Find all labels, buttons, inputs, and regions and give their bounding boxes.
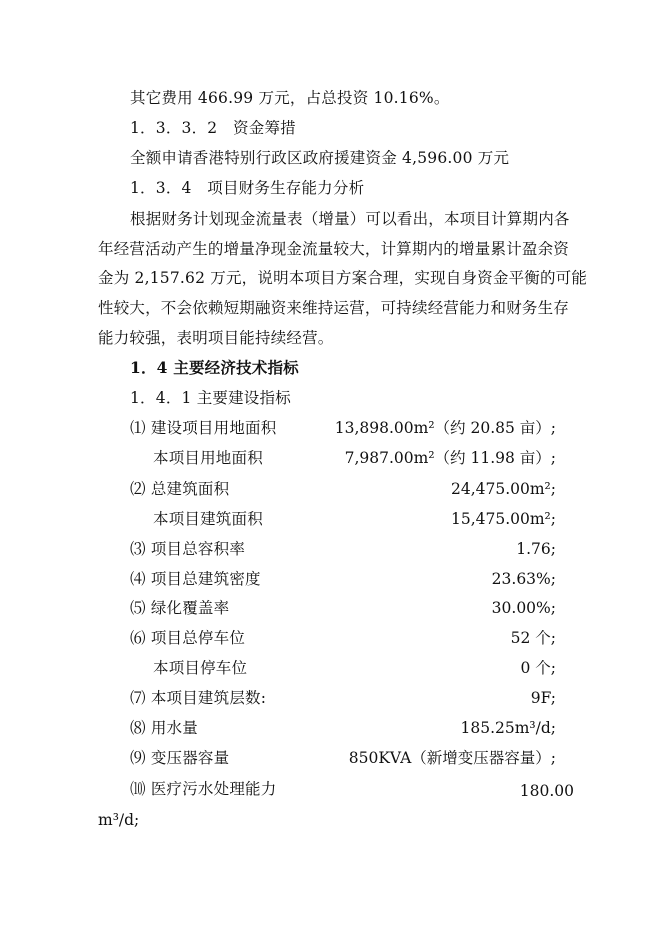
indicator-value: 0 个; xyxy=(520,659,556,677)
indicator-value: 9F; xyxy=(530,689,556,707)
heading-1-4: 1．4 主要经济技术指标 xyxy=(130,358,299,377)
indicator-label: ⑼ 变压器容量 xyxy=(130,749,230,767)
indicator-label: 本项目建筑面积 xyxy=(153,510,263,528)
indicator-label: ⑻ 用水量 xyxy=(130,719,198,737)
paragraph-line: 金为 2,157.62 万元，说明本项目方案合理，实现自身资金平衡的可能 xyxy=(98,269,588,287)
indicator-value: 850KVA（新增变压器容量）; xyxy=(348,749,556,767)
indicator-label: ⑹ 项目总停车位 xyxy=(130,629,246,647)
paragraph-line: 根据财务计划现金流量表（增量）可以看出，本项目计算期内各 xyxy=(130,210,570,228)
indicator-value: 52 个; xyxy=(510,629,556,647)
other-cost-line: 其它费用 466.99 万元，占总投资 10.16%。 xyxy=(130,89,450,107)
indicator-label: ⑴ 建设项目用地面积 xyxy=(130,419,277,437)
indicator-value: 13,898.00m²（约 20.85 亩）; xyxy=(334,419,556,437)
paragraph-line: 年经营活动产生的增量净现金流量较大，计算期内的增量累计盈余资 xyxy=(98,240,570,258)
indicator-label: 本项目停车位 xyxy=(153,659,248,677)
indicator-label: 本项目用地面积 xyxy=(153,449,263,467)
paragraph-line: 性较大，不会依赖短期融资来维持运营，可持续经营能力和财务生存 xyxy=(98,299,570,317)
indicator-label: ⑺ 本项目建筑层数: xyxy=(130,689,267,707)
indicator-value: 15,475.00m²; xyxy=(450,510,556,528)
indicator-value: 180.00 xyxy=(519,782,574,800)
continuation-unit: m³/d; xyxy=(98,811,140,829)
indicator-value: 23.63%; xyxy=(491,570,556,588)
indicator-value: 30.00%; xyxy=(491,599,556,617)
indicator-label: ⑵ 总建筑面积 xyxy=(130,480,230,498)
indicator-value: 185.25m³/d; xyxy=(460,719,556,737)
heading-1-3-3-2: 1．3．3．2 资金筹措 xyxy=(130,119,296,137)
indicator-label: ⑷ 项目总建筑密度 xyxy=(130,570,261,588)
indicator-value: 24,475.00m²; xyxy=(450,480,556,498)
indicator-label: ⑽ 医疗污水处理能力 xyxy=(130,780,277,798)
indicator-label: ⑶ 项目总容积率 xyxy=(130,540,246,558)
heading-1-3-4: 1．3．4 项目财务生存能力分析 xyxy=(130,179,365,197)
funding-line: 全额申请香港特别行政区政府援建资金 4,596.00 万元 xyxy=(130,149,510,167)
indicator-label: ⑸ 绿化覆盖率 xyxy=(130,599,230,617)
indicator-value: 7,987.00m²（约 11.98 亩）; xyxy=(344,449,556,467)
indicator-value: 1.76; xyxy=(516,540,556,558)
heading-1-4-1: 1．4．1 主要建设指标 xyxy=(130,389,291,407)
paragraph-line: 能力较强，表明项目能持续经营。 xyxy=(98,329,334,347)
